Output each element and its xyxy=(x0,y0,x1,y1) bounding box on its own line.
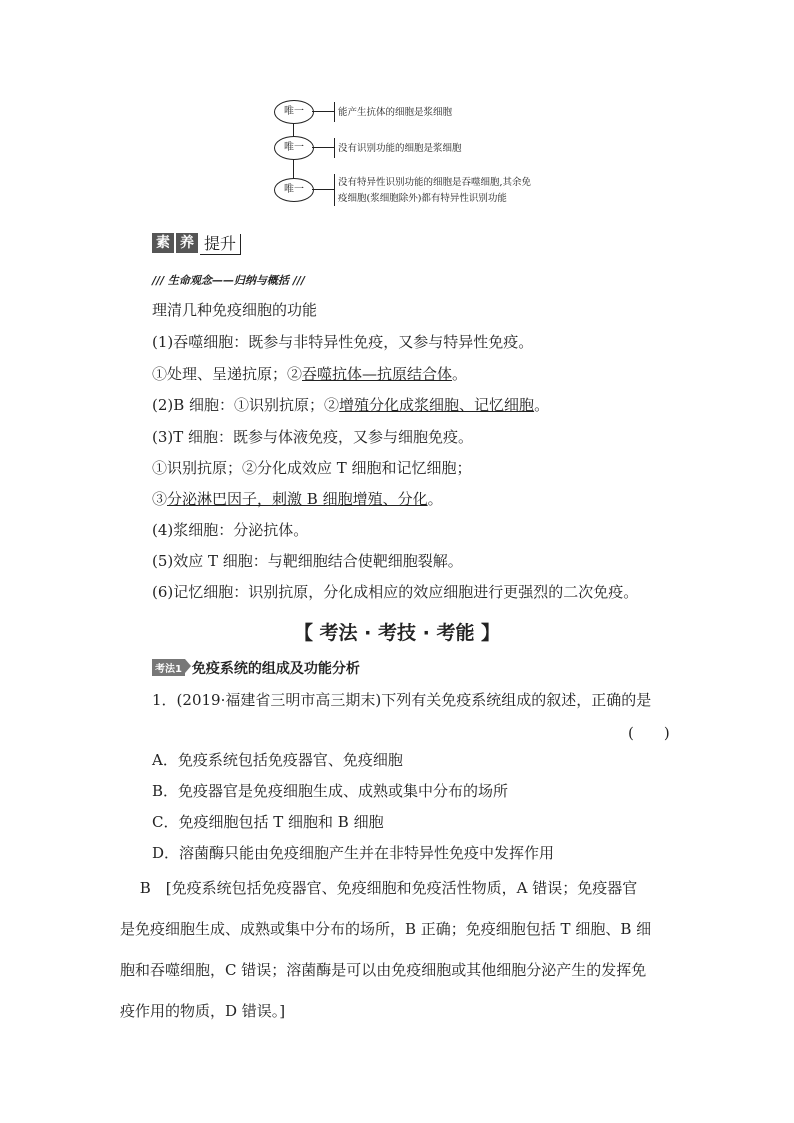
diagram-oval: 唯一 xyxy=(274,178,314,202)
option-d: D．溶菌酶只能由免疫细胞产生并在非特异性免疫中发挥作用 xyxy=(152,844,555,862)
badge-char: 养 xyxy=(176,233,198,253)
answer-blank: ( ) xyxy=(628,724,670,742)
answer-line: 疫作用的物质，D 错误。] xyxy=(120,1002,286,1020)
list-item: (3)T 细胞：既参与体液免疫，又参与细胞免疫。 xyxy=(152,428,474,446)
list-item: (2)B 细胞：①识别抗原；②增殖分化成浆细胞、记忆细胞。 xyxy=(152,396,550,414)
list-item: (1)吞噬细胞：既参与非特异性免疫，又参与特异性免疫。 xyxy=(152,333,534,351)
answer-line: 胞和吞噬细胞，C 错误；溶菌酶是可以由免疫细胞或其他细胞分泌产生的发挥免 xyxy=(120,961,647,979)
answer-line: B [免疫系统包括免疫器官、免疫细胞和免疫活性物质，A 错误；免疫器官 xyxy=(120,879,638,897)
section-badge xyxy=(152,232,241,254)
list-item: (4)浆细胞：分泌抗体。 xyxy=(152,521,309,539)
badge-char: 素 xyxy=(152,233,174,253)
badge-title: 提升 xyxy=(200,234,241,255)
option-a: A．免疫系统包括免疫器官、免疫细胞 xyxy=(152,751,403,769)
diagram-connector xyxy=(312,189,334,190)
diagram-connector xyxy=(312,111,334,112)
diagram-bracket xyxy=(334,174,335,206)
list-item: ①处理、呈递抗原；②吞噬抗体—抗原结合体。 xyxy=(152,365,468,383)
diagram-oval: 唯一 xyxy=(274,100,314,124)
unique-cells-diagram xyxy=(270,96,610,211)
section-heading: 【 考法 · 考技 · 考能 】 xyxy=(293,622,501,644)
kaofa-tag: 考法1 xyxy=(152,659,185,676)
diagram-bracket xyxy=(334,138,335,158)
list-item: (5)效应 T 细胞：与靶细胞结合使靶细胞裂解。 xyxy=(152,552,463,570)
question-stem: 1．(2019·福建省三明市高三期末)下列有关免疫系统组成的叙述，正确的是 xyxy=(152,691,652,709)
list-item: ①识别抗原；②分化成效应 T 细胞和记忆细胞； xyxy=(152,459,472,477)
list-item: (6)记忆细胞：识别抗原，分化成相应的效应细胞进行更强烈的二次免疫。 xyxy=(152,583,639,601)
section-subheading: /// 生命观念——归纳与概括 /// xyxy=(152,274,305,287)
diagram-bracket xyxy=(334,102,335,122)
list-item: ③分泌淋巴因子，刺激 B 细胞增殖、分化。 xyxy=(152,490,443,508)
option-c: C．免疫细胞包括 T 细胞和 B 细胞 xyxy=(152,813,384,831)
kaofa-title-text: 免疫系统的组成及功能分析 xyxy=(191,661,360,677)
answer-line: 是免疫细胞生成、成熟或集中分布的场所，B 正确；免疫细胞包括 T 细胞、B 细 xyxy=(120,920,652,938)
diagram-text: 疫细胞(浆细胞除外)都有特异性识别功能 xyxy=(338,193,507,204)
diagram-text: 没有特异性识别功能的细胞是吞噬细胞,其余免 xyxy=(338,177,532,188)
diagram-text: 没有识别功能的细胞是浆细胞 xyxy=(338,143,462,154)
kaofa-title xyxy=(152,658,360,678)
intro-text: 理清几种免疫细胞的功能 xyxy=(152,301,318,319)
diagram-oval: 唯一 xyxy=(274,136,314,160)
option-b: B．免疫器官是免疫细胞生成、成熟或集中分布的场所 xyxy=(152,782,509,800)
diagram-connector xyxy=(312,147,334,148)
diagram-text: 能产生抗体的细胞是浆细胞 xyxy=(338,107,453,118)
